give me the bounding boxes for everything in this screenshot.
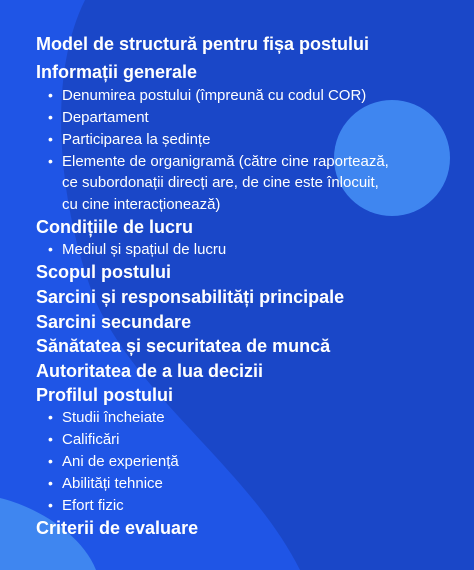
list-item: • Departament	[48, 106, 149, 129]
section-heading-evaluation-criteria: Criterii de evaluare	[36, 518, 199, 538]
list-item: • Ani de experiență	[48, 450, 179, 473]
list-item: • Participarea la ședințe	[48, 128, 210, 151]
bullet-icon: •	[48, 431, 53, 447]
section-heading-decision-authority: Autoritatea de a lua decizii	[36, 361, 264, 381]
list-item: • Efort fizic	[48, 494, 124, 517]
list-item: • Abilități tehnice	[48, 472, 163, 495]
list-item-continuation: cu cine interacționează)	[62, 196, 221, 213]
list-item: • Calificări	[48, 428, 120, 451]
bullet-icon: •	[48, 497, 53, 513]
bullet-icon: •	[48, 409, 53, 425]
section-heading-health-safety: Sănătatea și securitatea de muncă	[36, 336, 331, 356]
section-heading-working-conditions: Condițiile de lucru	[36, 217, 194, 237]
dark-block-shape	[416, 532, 474, 570]
list-item: • Elemente de organigramă (către cine raportează,	[48, 150, 389, 173]
bullet-icon: •	[48, 87, 53, 103]
section-heading-main-tasks: Sarcini și responsabilități principale	[36, 287, 345, 307]
section-heading-general-info: Informații generale	[36, 62, 198, 82]
section-heading-secondary-tasks: Sarcini secundare	[36, 312, 192, 332]
bullet-icon: •	[48, 475, 53, 491]
bullet-icon: •	[48, 131, 53, 147]
document-title: Model de structură pentru fișa postului	[36, 34, 370, 54]
bullet-icon: •	[48, 453, 53, 469]
bullet-icon: •	[48, 153, 53, 169]
bullet-icon: •	[48, 241, 53, 257]
list-item-continuation: ce subordonații direcți are, de cine este înlocuit,	[62, 174, 379, 191]
bullet-icon: •	[48, 109, 53, 125]
section-heading-job-purpose: Scopul postului	[36, 262, 171, 282]
list-item: • Denumirea postului (împreună cu codul COR)	[48, 84, 366, 107]
list-item: • Studii încheiate	[48, 406, 165, 429]
section-heading-job-profile: Profilul postului	[36, 385, 173, 405]
list-item: • Mediul și spațiul de lucru	[48, 238, 226, 261]
